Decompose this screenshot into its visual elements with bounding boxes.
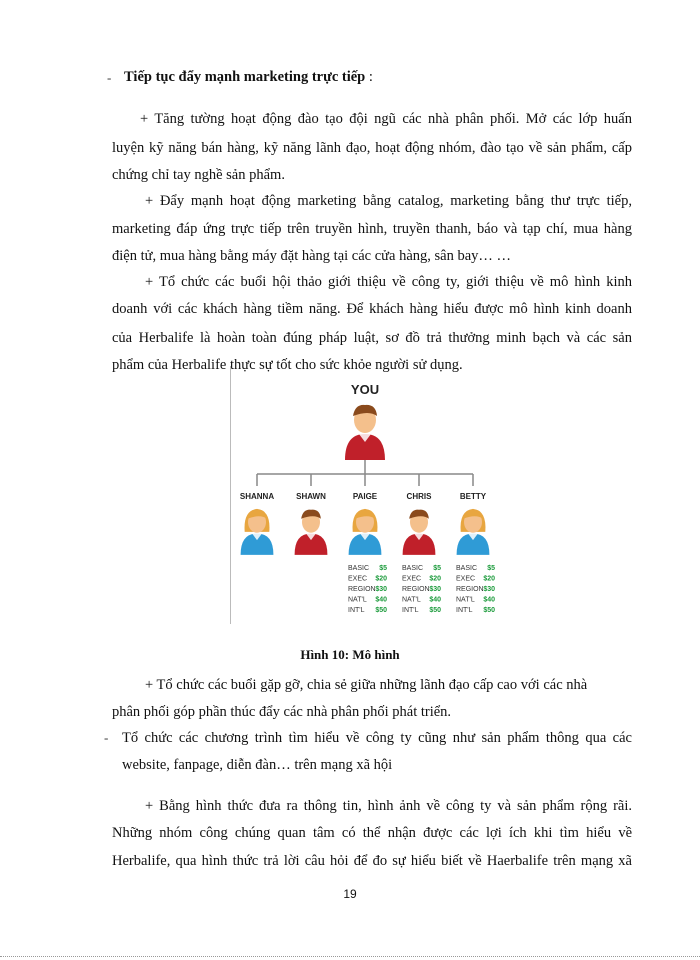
heading-bullet: - <box>107 70 112 85</box>
level-value: $50 <box>375 607 387 614</box>
level-value: $5 <box>379 565 387 572</box>
level-name: REGION <box>348 586 376 593</box>
person-name-label: PAIGE <box>352 492 378 501</box>
p6-line-1: + Bằng hình thức đưa ra thông tin, hình ảnh về công ty và sản phẩm rộng rãi. <box>145 798 632 814</box>
person-avatar-shawn <box>295 510 328 555</box>
level-value: $30 <box>375 586 387 593</box>
level-value: $30 <box>483 586 495 593</box>
p4-line-2: phân phối góp phần thúc đẩy các nhà phân phối phát triển. <box>112 704 452 720</box>
footer-dotted-rule <box>0 956 700 957</box>
level-name: NAT'L <box>456 596 475 604</box>
section-heading <box>124 68 373 86</box>
mlm-model-figure <box>230 370 505 625</box>
level-name: REGION <box>402 586 430 593</box>
person-name-label: SHANNA <box>239 492 275 501</box>
level-value: $20 <box>483 575 495 583</box>
level-name: NAT'L <box>402 596 421 604</box>
level-value: $50 <box>429 607 441 614</box>
person-avatar-shanna <box>241 509 274 555</box>
top-person <box>345 405 385 460</box>
p2-line-2: marketing đáp ứng trực tiếp trên truyền hình, truyền thanh, báo và tạp chí, mua hàng <box>112 221 632 237</box>
level-value: $5 <box>487 565 495 572</box>
person-name-label: SHAWN <box>296 492 326 501</box>
section-heading-text: Tiếp tục đẩy mạnh marketing trực tiếp <box>124 69 366 85</box>
page-number: 19 <box>343 887 357 901</box>
person-name-label: CHRIS <box>406 492 432 501</box>
p1-line-1: + Tăng tường hoạt động đào tạo đội ngũ các nhà phân phối. Mở các lớp huấn <box>140 111 632 127</box>
tree-connector <box>257 460 473 486</box>
level-value: $50 <box>483 607 495 614</box>
p1-line-3: chứng chỉ tay nghề sản phẩm. <box>112 167 285 183</box>
level-name: EXEC <box>402 575 422 583</box>
level-name: BASIC <box>348 565 370 572</box>
person-avatar-paige <box>349 509 382 555</box>
level-name: INT'L <box>402 607 419 614</box>
p3-line-4: phẩm của Herbalife thực sự tốt cho sức khỏe người sử dụng. <box>112 357 463 373</box>
p2-line-3: điện tử, mua hàng bằng máy đặt hàng tại các cửa hàng, sân bay… … <box>112 248 512 264</box>
section-heading-suffix: : <box>365 69 373 85</box>
level-value: $40 <box>429 596 441 604</box>
p6-line-3: Herbalife, qua hình thức trả lời câu hỏi để đo sự hiểu biết về Haerbalife trên mạng xã <box>112 853 632 869</box>
level-value: $40 <box>375 596 387 604</box>
level-name: INT'L <box>348 607 365 614</box>
p5-line-1: Tổ chức các chương trình tìm hiểu về công ty cũng như sản phẩm thông qua các <box>122 730 632 746</box>
p6-line-2: Những nhóm công chúng quan tâm có thể nhận được các lợi ích khi tìm hiểu về <box>112 825 632 841</box>
level-name: NAT'L <box>348 596 367 604</box>
p1-line-2: luyện kỹ năng bán hàng, kỹ năng lãnh đạo, hoạt động nhóm, đào tạo về sản phẩm, cấp <box>112 140 632 156</box>
figure-top-label: YOU <box>350 382 380 397</box>
level-value: $40 <box>483 596 495 604</box>
level-name: EXEC <box>348 575 368 583</box>
level-name: EXEC <box>456 575 476 583</box>
level-value: $30 <box>429 586 441 593</box>
level-name: INT'L <box>456 607 473 614</box>
person-name-label: BETTY <box>459 492 487 501</box>
p3-line-2: doanh với các khách hàng tiềm năng. Để khách hàng hiểu được mô hình kinh doanh <box>112 301 632 317</box>
p3-line-3: của Herbalife là hoàn toàn đúng pháp luật, sơ đồ trả thưởng minh bạch và các sản <box>112 330 632 346</box>
level-name: BASIC <box>456 565 478 572</box>
p4-line-1: + Tổ chức các buổi gặp gỡ, chia sẻ giữa những lãnh đạo cấp cao với các nhà <box>145 677 588 693</box>
level-value: $5 <box>433 565 441 572</box>
you-avatar <box>345 405 385 460</box>
level-value: $20 <box>375 575 387 583</box>
p5-bullet: - <box>104 730 109 745</box>
person-avatar-chris <box>403 510 436 555</box>
p5-line-2: website, fanpage, diễn đàn… trên mạng xã hội <box>122 757 393 773</box>
level-value: $20 <box>429 575 441 583</box>
p3-line-1: + Tổ chức các buổi hội thảo giới thiệu về công ty, giới thiệu về mô hình kinh <box>145 274 632 290</box>
p2-line-1: + Đẩy mạnh hoạt động marketing bằng catalog, marketing bằng thư trực tiếp, <box>145 193 632 209</box>
downline-people <box>240 492 495 614</box>
level-name: BASIC <box>402 565 424 572</box>
figure-caption: Hình 10: Mô hình <box>300 647 400 662</box>
person-avatar-betty <box>457 509 490 555</box>
level-name: REGION <box>456 586 484 593</box>
